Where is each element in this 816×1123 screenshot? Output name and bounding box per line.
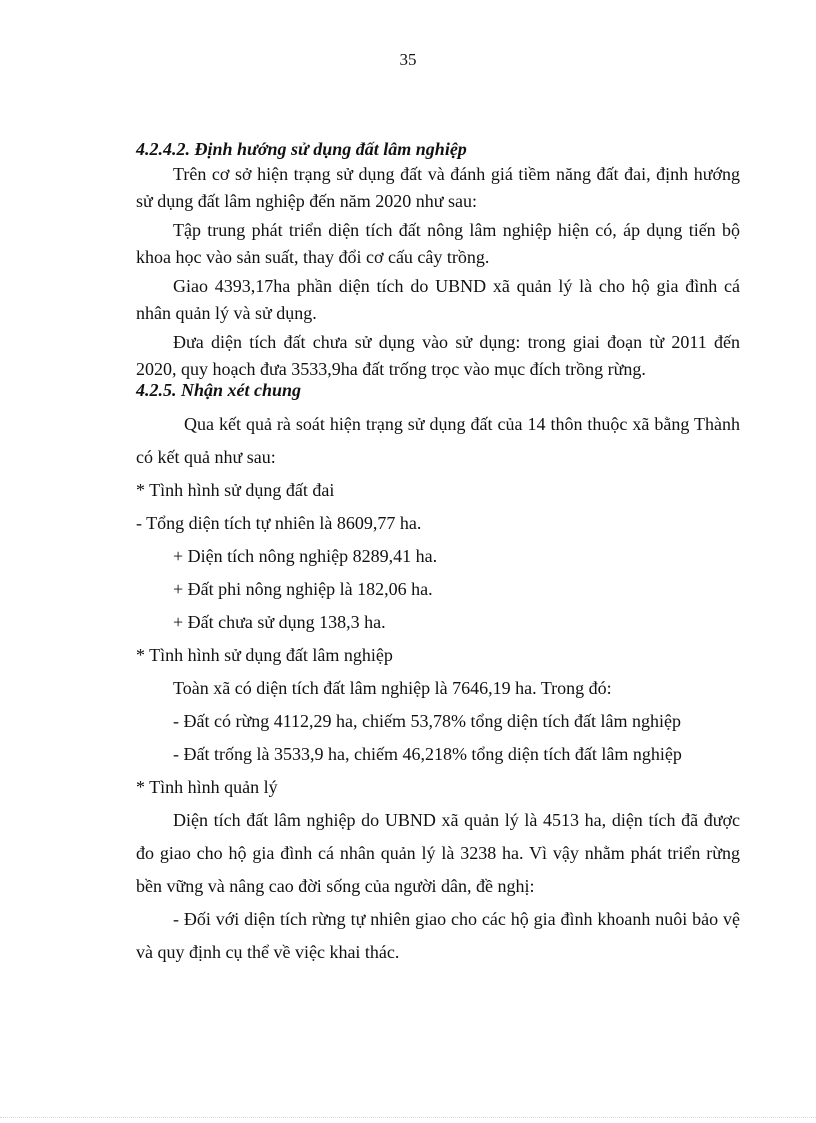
management-paragraph: Diện tích đất lâm nghiệp do UBND xã quản lý là 4513 ha, diện tích đã được đo giao cho hộ gia đình cá nhân quản lý là 3238 ha. Vì vậy nhằm phát triển rừng bền vững và nâng cao đời sống của người dân, đề nghị: <box>136 810 740 896</box>
forestry-item: - Đất trống là 3533,9 ha, chiếm 46,218% tổng diện tích đất lâm nghiệp <box>173 744 682 764</box>
land-use-title: * Tình hình sử dụng đất đai <box>136 480 335 500</box>
forestry-item: - Đất có rừng 4112,29 ha, chiếm 53,78% tổng diện tích đất lâm nghiệp <box>173 711 681 731</box>
section-heading-general-remarks: 4.2.5. Nhận xét chung <box>136 380 302 400</box>
forestry-title: * Tình hình sử dụng đất lâm nghiệp <box>136 645 393 665</box>
paragraph: Tập trung phát triển diện tích đất nông lâm nghiệp hiện có, áp dụng tiến bộ khoa học vào sản suất, thay đổi cơ cấu cây trồng. <box>136 220 740 267</box>
forestry-summary: Toàn xã có diện tích đất lâm nghiệp là 7646,19 ha. Trong đó: <box>173 678 612 698</box>
management-title: * Tình hình quản lý <box>136 777 278 797</box>
paragraph: Giao 4393,17ha phần diện tích do UBND xã quản lý là cho hộ gia đình cá nhân quản lý và sử dụng. <box>136 276 740 323</box>
page-bottom-divider <box>0 1117 816 1118</box>
document-body <box>136 137 740 969</box>
management-proposal: - Đối với diện tích rừng tự nhiên giao cho các hộ gia đình khoanh nuôi bảo vệ và quy định cụ thể về việc khai thác. <box>136 909 740 962</box>
section-heading-forestry-orientation: 4.2.4.2. Định hướng sử dụng đất lâm nghiệp <box>136 139 467 159</box>
paragraph: Trên cơ sở hiện trạng sử dụng đất và đánh giá tiềm năng đất đai, định hướng sử dụng đất lâm nghiệp đến năm 2020 như sau: <box>136 164 740 211</box>
paragraph: Đưa diện tích đất chưa sử dụng vào sử dụng: trong giai đoạn từ 2011 đến 2020, quy hoạch đưa 3533,9ha đất trống trọc vào mục đích trồng rừng. <box>136 332 740 379</box>
land-use-item: + Đất phi nông nghiệp là 182,06 ha. <box>173 579 433 599</box>
land-use-total: - Tổng diện tích tự nhiên là 8609,77 ha. <box>136 513 422 533</box>
land-use-item: + Diện tích nông nghiệp 8289,41 ha. <box>173 546 438 566</box>
land-use-item: + Đất chưa sử dụng 138,3 ha. <box>173 612 386 632</box>
page-number: 35 <box>399 50 417 69</box>
intro-paragraph: Qua kết quả rà soát hiện trạng sử dụng đất của 14 thôn thuộc xã bằng Thành có kết quả như sau: <box>136 414 740 467</box>
